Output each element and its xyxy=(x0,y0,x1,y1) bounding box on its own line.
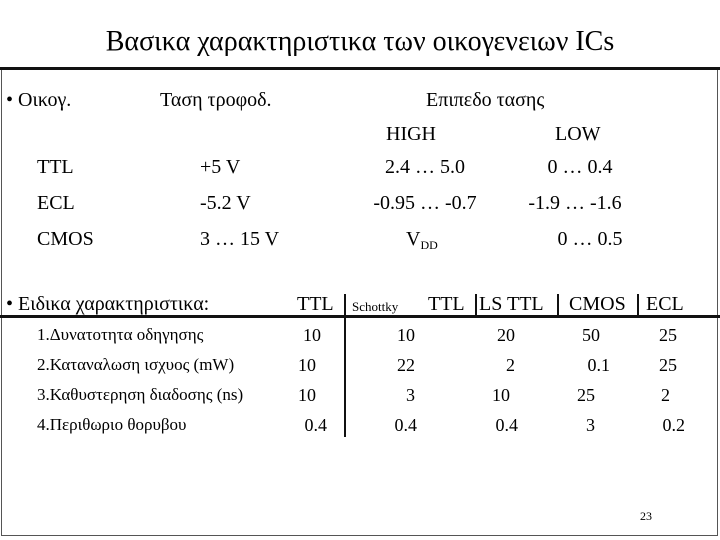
family-cmos: CMOS xyxy=(37,228,94,250)
col-divider xyxy=(344,294,346,316)
cmos-fanout: 50 xyxy=(582,325,600,345)
ttl-fanout: 10 xyxy=(303,325,321,345)
title-divider xyxy=(0,67,720,70)
ttl-delay: 10 xyxy=(298,385,316,405)
ls-delay: 10 xyxy=(492,385,510,405)
supply-cmos: 3 … 15 V xyxy=(200,228,280,250)
ecl-power: 25 xyxy=(659,355,677,375)
ecl-fanout: 25 xyxy=(659,325,677,345)
ls-power: 2 xyxy=(506,355,515,375)
header-high: HIGH xyxy=(386,123,436,145)
header-low: LOW xyxy=(555,123,601,145)
schottky-noise-margin: 0.4 xyxy=(394,415,417,435)
ls-fanout: 20 xyxy=(497,325,515,345)
slide-title: Βασικα χαρακτηριστικα των οικογενειων ICs xyxy=(105,26,615,57)
page-number: 23 xyxy=(640,509,652,523)
header-supply-voltage: Ταση τροφοδ. xyxy=(160,89,272,111)
schottky-power: 22 xyxy=(397,355,415,375)
col-cmos: CMOS xyxy=(569,293,626,315)
schottky-delay: 3 xyxy=(406,385,415,405)
high-ttl: 2.4 … 5.0 xyxy=(385,156,465,178)
header-family: • Οικογ. xyxy=(6,89,72,111)
family-ttl: TTL xyxy=(37,156,74,178)
cmos-delay: 25 xyxy=(577,385,595,405)
cmos-noise-margin: 3 xyxy=(586,415,595,435)
high-cmos-subscript: DD xyxy=(420,238,438,252)
low-cmos: 0 … 0.5 xyxy=(557,228,623,250)
row-label-power: 2.Καταναλωση ισχυος (mW) xyxy=(37,355,235,374)
col-ls-ttl: LS TTL xyxy=(479,293,544,315)
row-label-delay: 3.Καθυστερηση διαδοσης (ns) xyxy=(37,385,244,404)
header-voltage-level: Επιπεδο τασης xyxy=(426,89,545,111)
supply-ttl: +5 V xyxy=(200,156,241,178)
table-divider xyxy=(0,315,720,318)
ttl-power: 10 xyxy=(298,355,316,375)
supply-ecl: -5.2 V xyxy=(200,192,251,214)
family-ecl: ECL xyxy=(37,192,75,214)
col-schottky-ttl: TTL xyxy=(428,293,465,315)
high-cmos: $V_{DD}$ xyxy=(406,228,438,252)
ecl-delay: 2 xyxy=(661,385,670,405)
low-ttl: 0 … 0.4 xyxy=(547,156,613,178)
col-divider xyxy=(475,294,477,316)
ecl-noise-margin: 0.2 xyxy=(662,415,685,435)
col-ecl: ECL xyxy=(646,293,684,315)
col-divider xyxy=(637,294,639,316)
row-label-fanout: 1.Δυνατοτητα οδηγησης xyxy=(37,325,204,344)
ttl-column-line xyxy=(344,318,346,437)
row-label-noise-margin: 4.Περιθωριο θορυβου xyxy=(37,415,187,434)
special-characteristics-heading: • Ειδικα χαρακτηριστικα: xyxy=(6,293,210,315)
schottky-fanout: 10 xyxy=(397,325,415,345)
col-ttl: TTL xyxy=(297,293,334,315)
col-divider xyxy=(557,294,559,316)
col-schottky: Schottky xyxy=(352,299,399,314)
high-ecl: -0.95 … -0.7 xyxy=(373,192,477,214)
ls-noise-margin: 0.4 xyxy=(495,415,518,435)
cmos-power: 0.1 xyxy=(587,355,610,375)
ttl-noise-margin: 0.4 xyxy=(304,415,327,435)
low-ecl: -1.9 … -1.6 xyxy=(528,192,622,214)
